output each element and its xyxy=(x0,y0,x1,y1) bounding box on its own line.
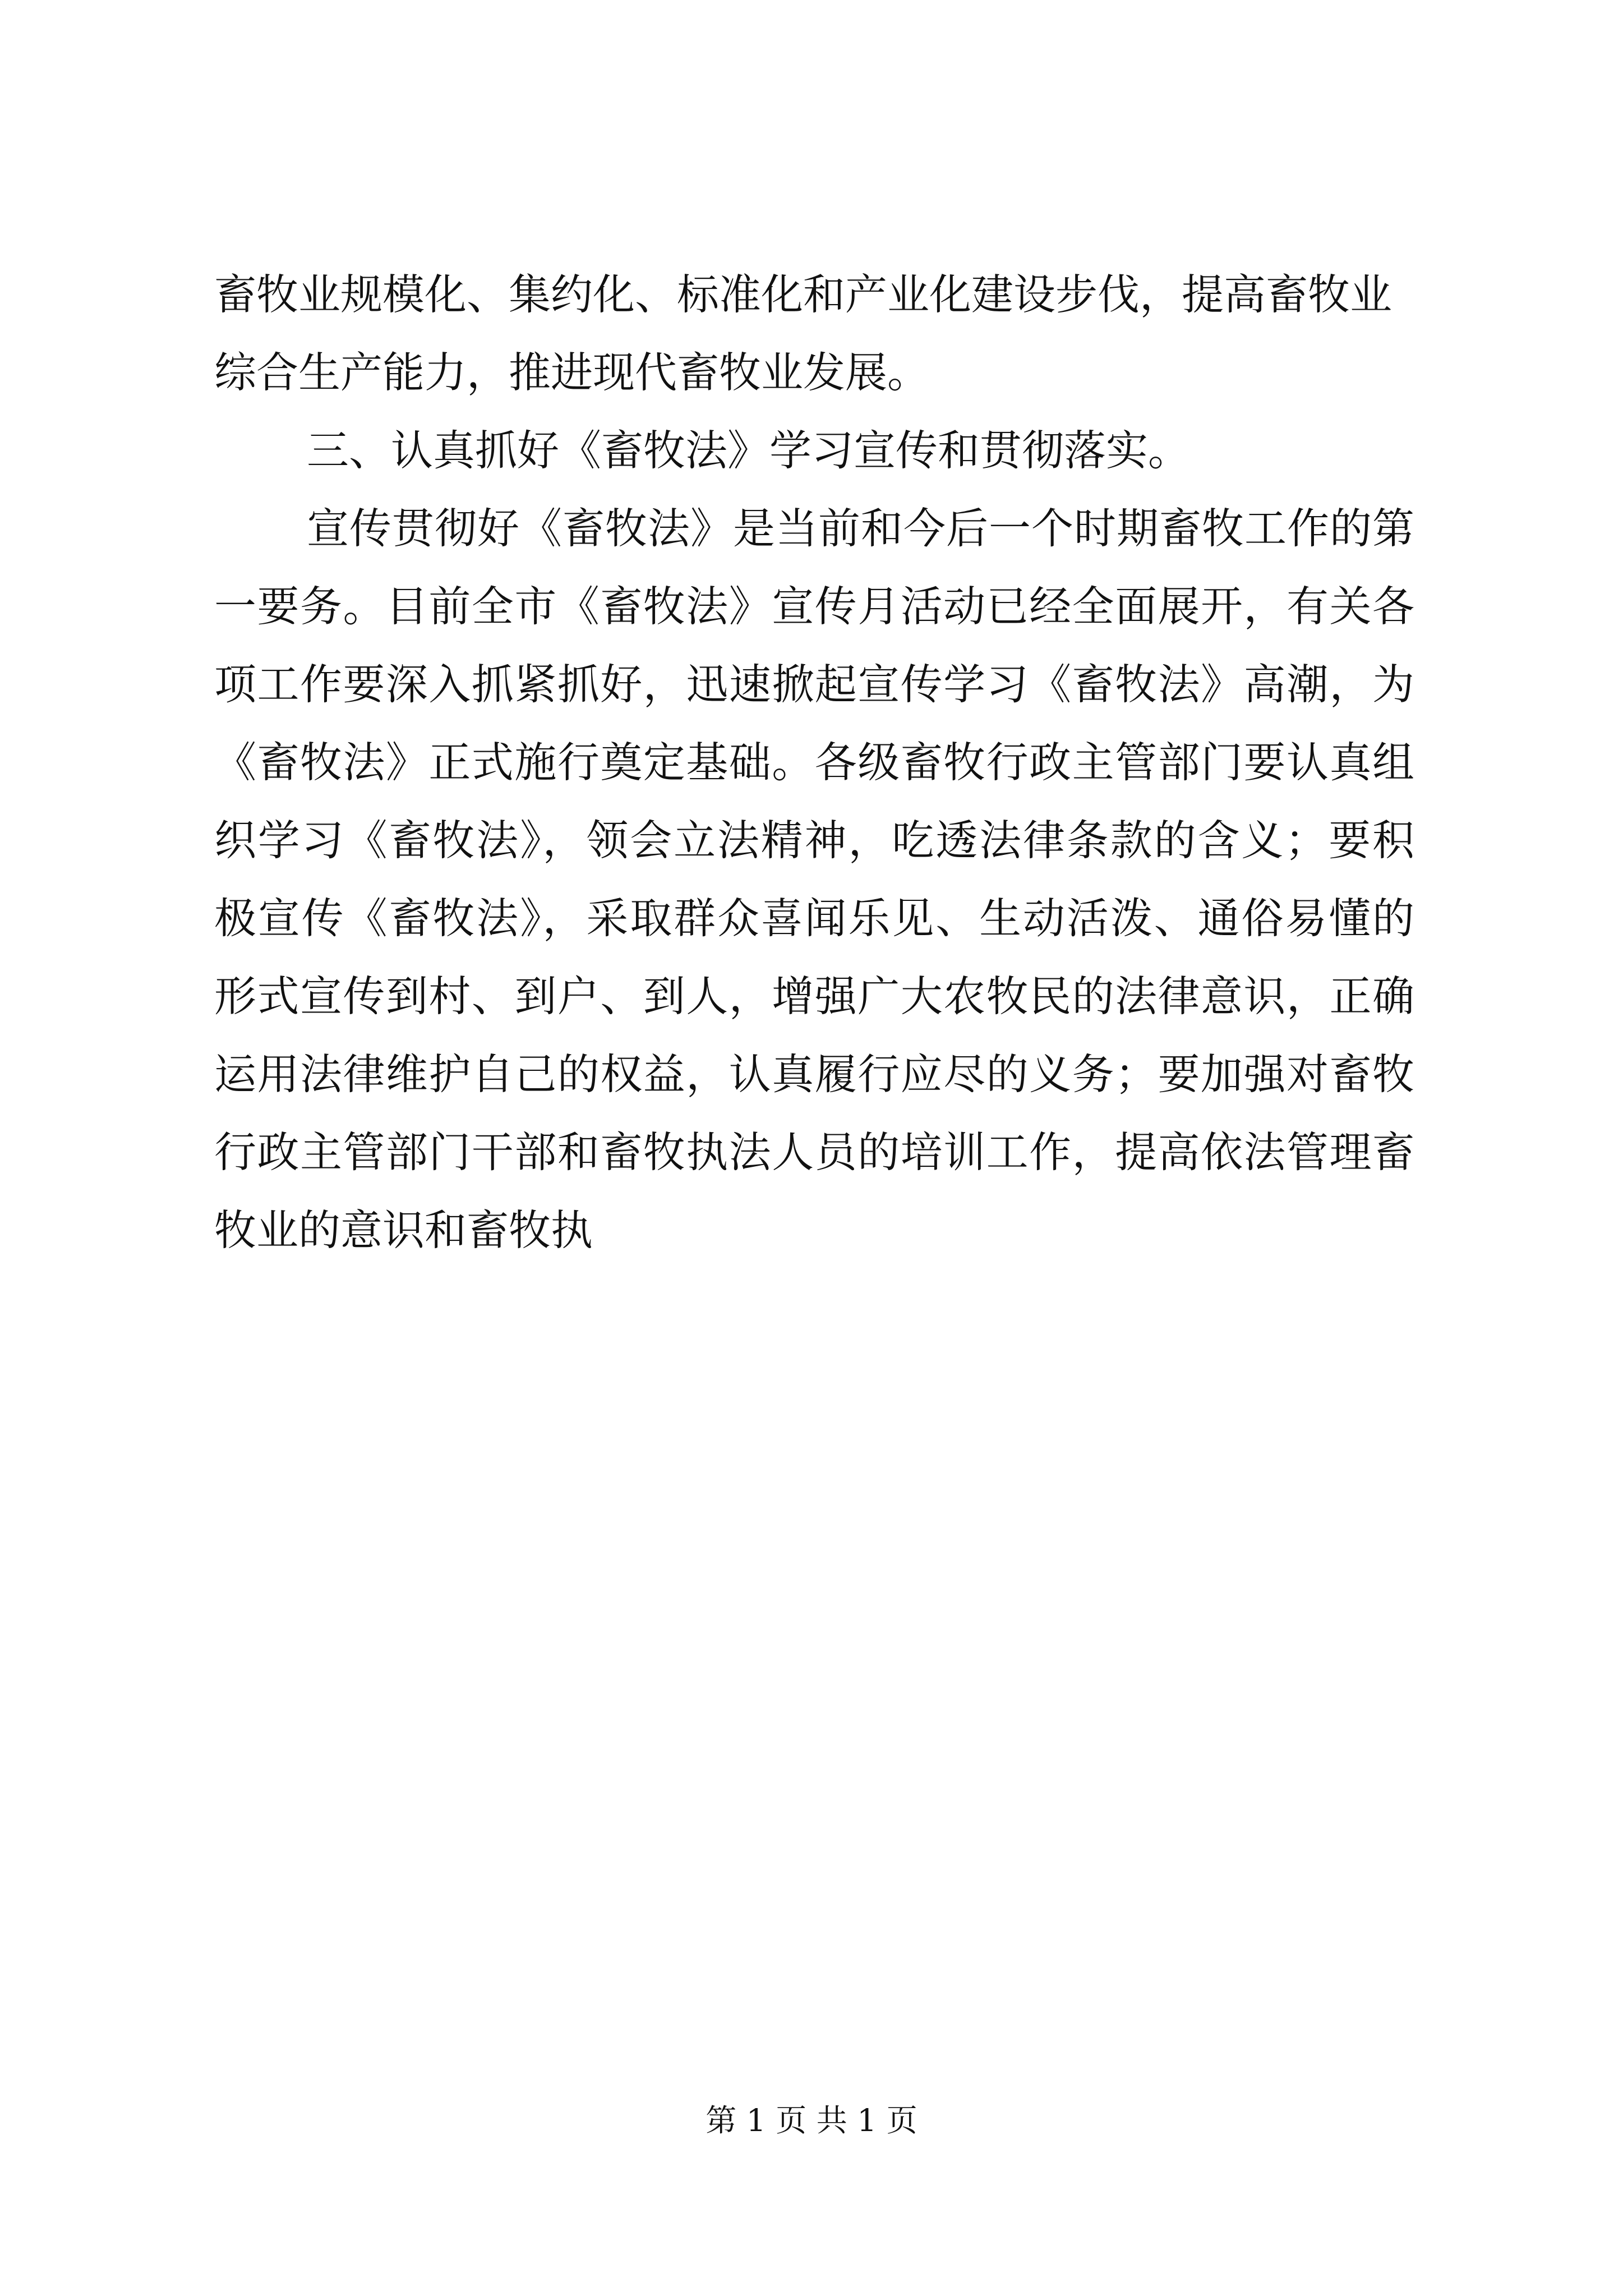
text-line: 织学习《畜牧法》，领会立法精神，吃透法律条款的含义；要积 xyxy=(214,816,1414,865)
section-heading: 三、认真抓好《畜牧法》学习宣传和贯彻落实。 xyxy=(307,426,1191,475)
text-line: 项工作要深入抓紧抓好，迅速掀起宣传学习《畜牧法》高潮，为 xyxy=(214,660,1414,709)
text-line: 综合生产能力，推进现代畜牧业发展。 xyxy=(214,348,930,397)
text-line: 畜牧业规模化、集约化、标准化和产业化建设步伐，提高畜牧业 xyxy=(214,270,1393,319)
text-line: 宣传贯彻好《畜牧法》是当前和今后一个时期畜牧工作的第 xyxy=(307,504,1414,553)
document-body xyxy=(214,256,1414,1269)
text-line: 极宣传《畜牧法》，采取群众喜闻乐见、生动活泼、通俗易懂的 xyxy=(214,894,1414,943)
text-line: 一要务。目前全市《畜牧法》宣传月活动已经全面展开，有关各 xyxy=(214,582,1414,631)
text-line: 牧业的意识和畜牧执 xyxy=(214,1205,593,1255)
text-line: 形式宣传到村、到户、到人，增强广大农牧民的法律意识，正确 xyxy=(214,972,1414,1021)
text-line: 行政主管部门干部和畜牧执法人员的培训工作，提高依法管理畜 xyxy=(214,1128,1414,1177)
text-line: 运用法律维护自己的权益，认真履行应尽的义务；要加强对畜牧 xyxy=(214,1050,1414,1099)
page-number-footer: 第 1 页 共 1 页 xyxy=(706,2102,917,2138)
text-line: 《畜牧法》正式施行奠定基础。各级畜牧行政主管部门要认真组 xyxy=(214,738,1414,787)
